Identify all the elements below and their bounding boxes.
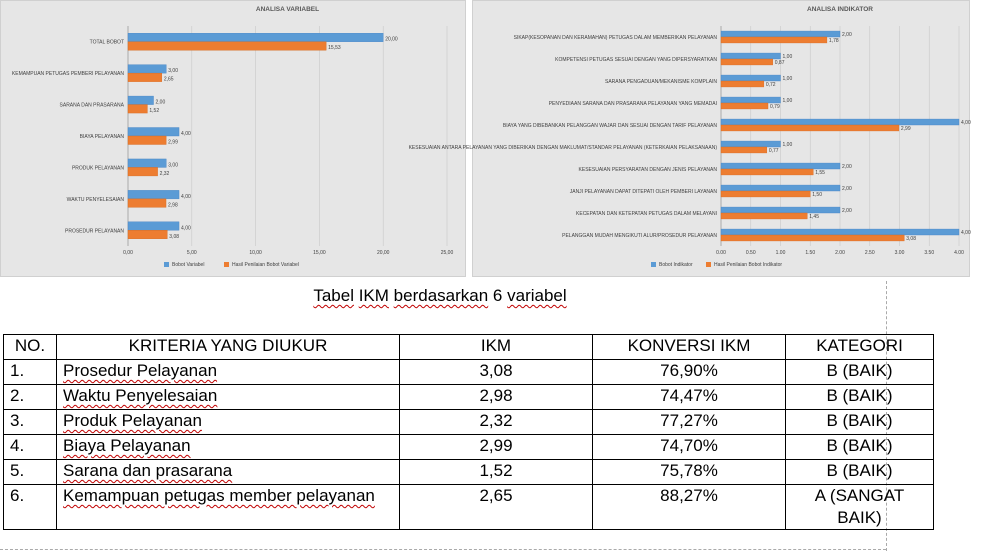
- kriteria-text: Waktu Penyelesaian: [63, 386, 218, 405]
- data-label: 4,00: [961, 120, 971, 126]
- cell-kriteria: [57, 460, 400, 485]
- cell-kriteria: [57, 410, 400, 435]
- table-row: [4, 360, 934, 385]
- bar-bobot: [721, 163, 840, 169]
- category-label: WAKTU PENYELESAIAN: [66, 196, 124, 203]
- chart-analisa-variabel: [0, 0, 466, 277]
- data-label: 0,77: [768, 147, 779, 154]
- data-label: 2,00: [842, 186, 852, 192]
- category-label: KESESUAIAN PERSYARATAN DENGAN JENIS PELAYANAN: [578, 167, 717, 173]
- kriteria-text: Biaya Pelayanan: [63, 436, 191, 455]
- data-label: 2,99: [168, 139, 178, 146]
- x-tick-label: 0.50: [745, 250, 756, 256]
- cell-no: 6.: [4, 485, 57, 530]
- legend-label: Bobot Variabel: [172, 262, 205, 268]
- data-label: 2,98: [168, 202, 178, 209]
- header-konversi: KONVERSI IKM: [593, 335, 786, 360]
- cell-kriteria: [57, 435, 400, 460]
- data-label: 2,00: [155, 99, 166, 106]
- bar-hasil: [721, 169, 813, 175]
- bar-hasil: [721, 103, 768, 109]
- data-label: 2,99: [900, 125, 911, 132]
- data-label: 0,79: [770, 103, 780, 110]
- bar-hasil: [721, 59, 773, 65]
- data-label: 0,72: [765, 81, 776, 88]
- legend-swatch: [164, 262, 169, 267]
- category-label: KESESUAIAN ANTARA PELAYANAN YANG DIBERIKAN DENGAN MAKLUMAT/STANDAR PELAYANAN (KETERKAIAN PELAKSANAAN): [408, 145, 717, 151]
- data-label: 2,00: [842, 208, 852, 214]
- cell-kategori: B (BAIK): [786, 360, 934, 385]
- table-row: [4, 435, 934, 460]
- bar-bobot: [128, 33, 383, 41]
- legend-swatch: [706, 262, 711, 267]
- document-area: [0, 281, 1000, 551]
- x-tick-label: 2.00: [835, 250, 845, 256]
- header-ikm: IKM: [400, 335, 593, 360]
- cell-no: 3.: [4, 410, 57, 435]
- data-label: 2,32: [159, 170, 170, 177]
- cell-kriteria: [57, 360, 400, 385]
- bar-hasil: [128, 230, 167, 238]
- x-tick-label: 1.50: [805, 250, 816, 256]
- data-label: 15,53: [328, 45, 341, 52]
- title-word: berdasarkan: [393, 286, 489, 305]
- data-label: 2,00: [842, 164, 852, 170]
- category-label: SIKAP(KESOPANAN DAN KERAMAHAN) PETUGAS DALAM MEMBERIKAN PELAYANAN: [513, 35, 717, 41]
- bar-bobot: [128, 222, 179, 230]
- category-label: PROSEDUR PELAYANAN: [65, 228, 124, 235]
- bar-hasil: [721, 81, 764, 87]
- legend-swatch: [224, 262, 229, 267]
- bar-bobot: [721, 97, 781, 103]
- category-label: BIAYA YANG DIBEBANKAN PELANGGAN WAJAR DAN SESUAI DENGAN TARIF PELAYANAN: [502, 123, 717, 129]
- bar-hasil: [128, 73, 162, 81]
- kriteria-text: Kemampuan petugas member pelayanan: [63, 486, 375, 505]
- cell-kategori: A (SANGAT BAIK): [786, 485, 934, 530]
- title-word: IKM: [358, 286, 389, 305]
- bar-bobot: [721, 31, 840, 37]
- cell-ikm: 2,98: [400, 385, 593, 410]
- data-label: 4,00: [181, 131, 191, 137]
- legend-label: Bobot Indikator: [659, 262, 693, 268]
- title-word: 6: [492, 286, 503, 305]
- x-tick-label: 2.50: [864, 250, 875, 256]
- data-label: 1,00: [782, 142, 793, 148]
- bar-bobot: [128, 96, 154, 104]
- category-label: PELANGGAN MUDAH MENGIKUTI ALUR/PROSEDUR PELAYANAN: [562, 233, 717, 239]
- cell-kategori: B (BAIK): [786, 460, 934, 485]
- x-tick-label: 20,00: [376, 250, 390, 256]
- cell-konversi: 88,27%: [593, 485, 786, 530]
- page-margin-line-bottom: [0, 549, 886, 550]
- bar-bobot: [721, 229, 959, 235]
- table-title: [0, 286, 880, 306]
- cell-no: 4.: [4, 435, 57, 460]
- x-tick-label: 3.50: [924, 250, 935, 256]
- category-label: JANJI PELAYANAN DAPAT DITEPATI OLEH PEMBERI LAYANAN: [569, 189, 717, 195]
- cell-ikm: 2,65: [400, 485, 593, 530]
- kriteria-text: Produk Pelayanan: [63, 411, 202, 430]
- cell-konversi: 75,78%: [593, 460, 786, 485]
- data-label: 3,08: [906, 235, 916, 242]
- x-tick-label: 1.00: [775, 250, 786, 256]
- chart-title: ANALISA INDIKATOR: [807, 6, 873, 13]
- cell-kategori: B (BAIK): [786, 385, 934, 410]
- bar-hasil: [721, 235, 904, 241]
- bar-bobot: [721, 53, 781, 59]
- category-label: KOMPETENSI PETUGAS SESUAI DENGAN YANG DIPERSYARATKAN: [555, 57, 717, 63]
- bar-hasil: [128, 167, 158, 175]
- kriteria-text: Prosedur Pelayanan: [63, 361, 218, 380]
- category-label: SARANA PENGADUAN/MEKANISME KOMPLAIN: [605, 79, 717, 85]
- data-label: 4,00: [181, 225, 191, 232]
- data-label: 1,50: [812, 191, 822, 198]
- table-row: [4, 485, 934, 530]
- cell-no: 2.: [4, 385, 57, 410]
- legend-label: Hasil Penilaian Bobot Indikator: [714, 262, 783, 268]
- title-word: Tabel: [313, 286, 354, 305]
- cell-konversi: 74,47%: [593, 385, 786, 410]
- cell-ikm: 1,52: [400, 460, 593, 485]
- x-tick-label: 4.00: [954, 250, 964, 256]
- cell-ikm: 2,32: [400, 410, 593, 435]
- x-tick-label: 25,00: [440, 250, 454, 256]
- table-row: [4, 410, 934, 435]
- cell-kategori: B (BAIK): [786, 435, 934, 460]
- data-label: 3,00: [168, 162, 179, 169]
- category-label: BIAYA PELAYANAN: [79, 134, 124, 140]
- data-label: 1,52: [149, 108, 160, 115]
- data-label: 4,00: [961, 230, 971, 236]
- cell-no: 5.: [4, 460, 57, 485]
- category-label: SARANA DAN PRASARANA: [59, 102, 124, 109]
- legend-label: Hasil Penilaian Bobot Variabel: [232, 262, 299, 268]
- data-label: 1,00: [782, 54, 793, 60]
- x-tick-label: 10,00: [249, 250, 262, 256]
- ikm-table: [3, 334, 934, 530]
- cell-ikm: 3,08: [400, 360, 593, 385]
- x-tick-label: 0,00: [123, 250, 133, 256]
- data-label: 4,00: [181, 193, 191, 200]
- cell-konversi: 77,27%: [593, 410, 786, 435]
- category-label: TOTAL BOBOT: [89, 39, 124, 46]
- bar-bobot: [721, 185, 840, 191]
- bar-bobot: [128, 190, 179, 198]
- cell-kriteria: [57, 385, 400, 410]
- bar-bobot: [721, 75, 781, 81]
- data-label: 1,55: [815, 169, 825, 176]
- cell-konversi: 76,90%: [593, 360, 786, 385]
- x-tick-label: 15,00: [313, 250, 326, 256]
- data-label: 1,00: [782, 76, 793, 82]
- chart-analisa-variabel-svg: [1, 1, 467, 278]
- bar-bobot: [128, 65, 166, 73]
- x-tick-label: 0.00: [716, 250, 726, 256]
- bar-hasil: [128, 199, 166, 207]
- bar-bobot: [128, 159, 166, 167]
- header-kriteria: KRITERIA YANG DIUKUR: [57, 335, 400, 360]
- category-label: KEMAMPUAN PETUGAS PEMBERI PELAYANAN: [11, 71, 124, 78]
- bar-hasil: [721, 191, 810, 197]
- table-row: [4, 460, 934, 485]
- cell-kategori: B (BAIK): [786, 410, 934, 435]
- data-label: 1,00: [782, 98, 793, 104]
- title-word: variabel: [507, 286, 567, 305]
- category-label: PRODUK PELAYANAN: [71, 165, 124, 172]
- category-label: KECEPATAN DAN KETEPATAN PETUGAS DALAM MELAYANI: [576, 211, 717, 217]
- category-label: PENYEDIAAN SARANA DAN PRASARANA PELAYANAN YANG MEMADAI: [548, 101, 717, 107]
- cell-ikm: 2,99: [400, 435, 593, 460]
- x-tick-label: 3.00: [894, 250, 905, 256]
- data-label: 0,87: [774, 59, 785, 66]
- header-kategori: KATEGORI: [786, 335, 934, 360]
- bar-bobot: [128, 128, 179, 136]
- cell-konversi: 74,70%: [593, 435, 786, 460]
- data-label: 2,65: [163, 76, 174, 83]
- cell-kriteria: [57, 485, 400, 530]
- header-no: NO.: [4, 335, 57, 360]
- data-label: 3,00: [168, 68, 179, 75]
- bar-hasil: [721, 37, 827, 43]
- bar-bobot: [721, 207, 840, 213]
- bar-hasil: [128, 42, 326, 50]
- data-label: 1,45: [809, 213, 820, 220]
- bar-hasil: [721, 147, 767, 153]
- bar-bobot: [721, 141, 781, 147]
- data-label: 2,00: [842, 32, 852, 38]
- legend-swatch: [651, 262, 656, 267]
- cell-no: 1.: [4, 360, 57, 385]
- data-label: 20,00: [385, 36, 398, 43]
- x-tick-label: 5,00: [186, 250, 197, 256]
- bar-bobot: [721, 119, 959, 125]
- bar-hasil: [721, 125, 899, 131]
- bar-hasil: [721, 213, 807, 219]
- bar-hasil: [128, 136, 166, 144]
- table-header-row: [4, 335, 934, 360]
- kriteria-text: Sarana dan prasarana: [63, 461, 233, 480]
- bar-hasil: [128, 105, 147, 113]
- data-label: 1,78: [828, 37, 839, 44]
- table-row: [4, 385, 934, 410]
- data-label: 3,08: [169, 233, 180, 240]
- chart-title: ANALISA VARIABEL: [255, 6, 320, 13]
